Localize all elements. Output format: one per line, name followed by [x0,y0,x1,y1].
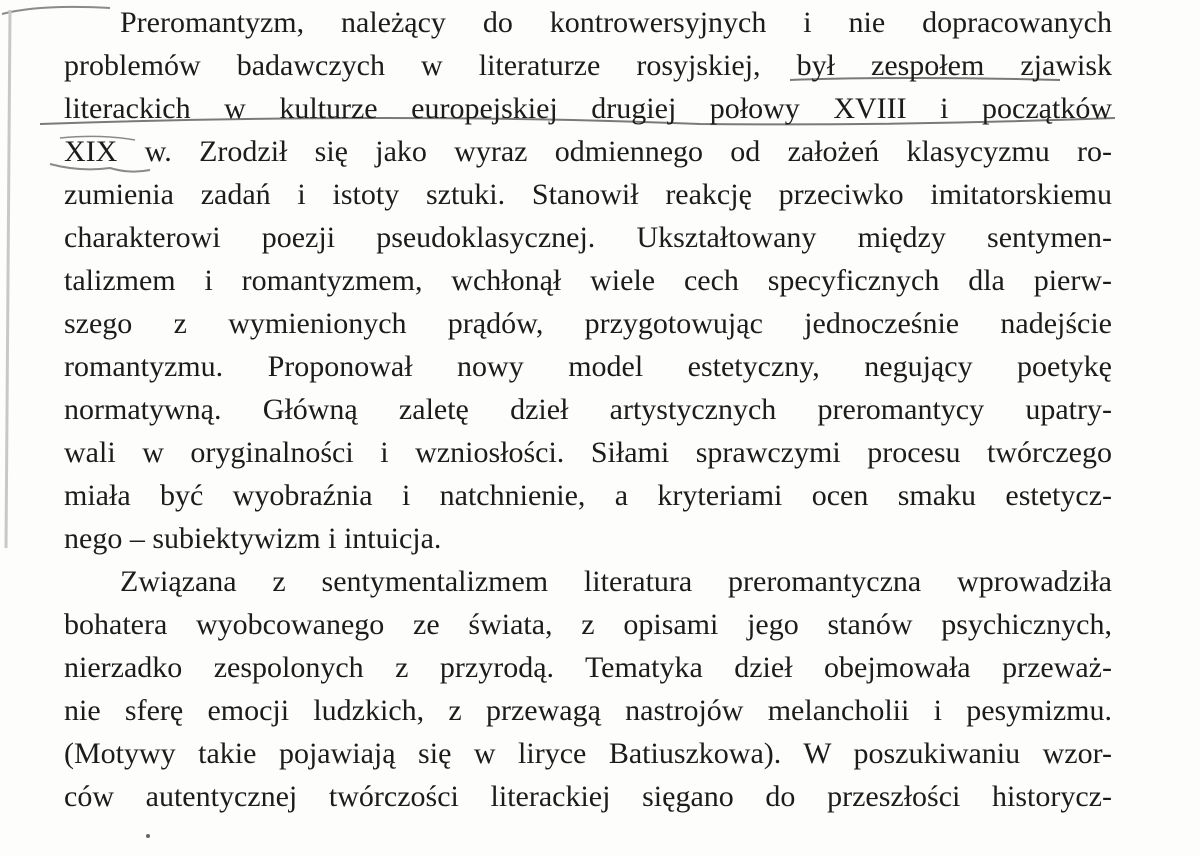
paragraph-1-line-12: miała być wyobraźnia i natchnienie, a kryteriami ocen smaku estetycz- [64,479,1112,512]
paragraph-1-line-11: wali w oryginalności i wzniosłości. Siłami sprawczymi procesu twórczego [64,436,1112,469]
paragraph-2-line-2: bohatera wyobcowanego ze świata, z opisami jego stanów psychicznych, [64,608,1112,641]
paragraph-2-line-4: nie sferę emocji ludzkich, z przewagą nastrojów melancholii i pesymizmu. [64,694,1112,727]
paragraph-1-line-10: normatywną. Główną zaletę dzieł artystycznych preromantycy upatry- [64,393,1112,426]
paragraph-1-line-9: romantyzmu. Proponował nowy model estetyczny, negujący poetykę [64,350,1112,383]
pencil-margin-line [6,10,10,548]
paragraph-2-line-5: (Motywy takie pojawiają się w liryce Batiuszkowa). W poszukiwaniu wzor- [64,737,1112,770]
paragraph-1-line-8: szego z wymienionych prądów, przygotowując jednocześnie nadejście [64,307,1112,340]
paragraph-1-line-6: charakterowi poezji pseudoklasycznej. Ukształtowany między sentymen- [64,221,1112,254]
paragraph-2-line-6: ców autentycznej twórczości literackiej sięgano do przeszłości historycz- [64,780,1112,813]
pencil-dot [146,834,150,838]
paragraph-1-line-13: nego – subiektywizm i intuicja. [64,522,442,555]
paragraph-1-line-4: XIX w. Zrodził się jako wyraz odmiennego od założeń klasycyzmu ro- [64,135,1112,168]
paragraph-1-line-3: literackich w kulturze europejskiej drugiej połowy XVIII i początków [64,92,1112,125]
paragraph-2-line-3: nierzadko zespolonych z przyrodą. Tematyka dzieł obejmowała przeważ- [64,651,1112,684]
paragraph-2-line-1: Związana z sentymentalizmem literatura preromantyczna wprowadziła [120,565,1112,598]
pencil-corner-mark [2,7,110,14]
paragraph-1-line-2: problemów badawczych w literaturze rosyjskiej, był zespołem zjawisk [64,49,1112,82]
paragraph-1-line-7: talizmem i romantyzmem, wchłonął wiele cech specyficznych dla pierw- [64,264,1112,297]
paragraph-1-line-5: zumienia zadań i istoty sztuki. Stanowił reakcję przeciwko imitatorskiemu [64,178,1112,211]
paragraph-1-line-1: Preromantyzm, należący do kontrowersyjnych i nie dopracowanych [120,6,1112,39]
